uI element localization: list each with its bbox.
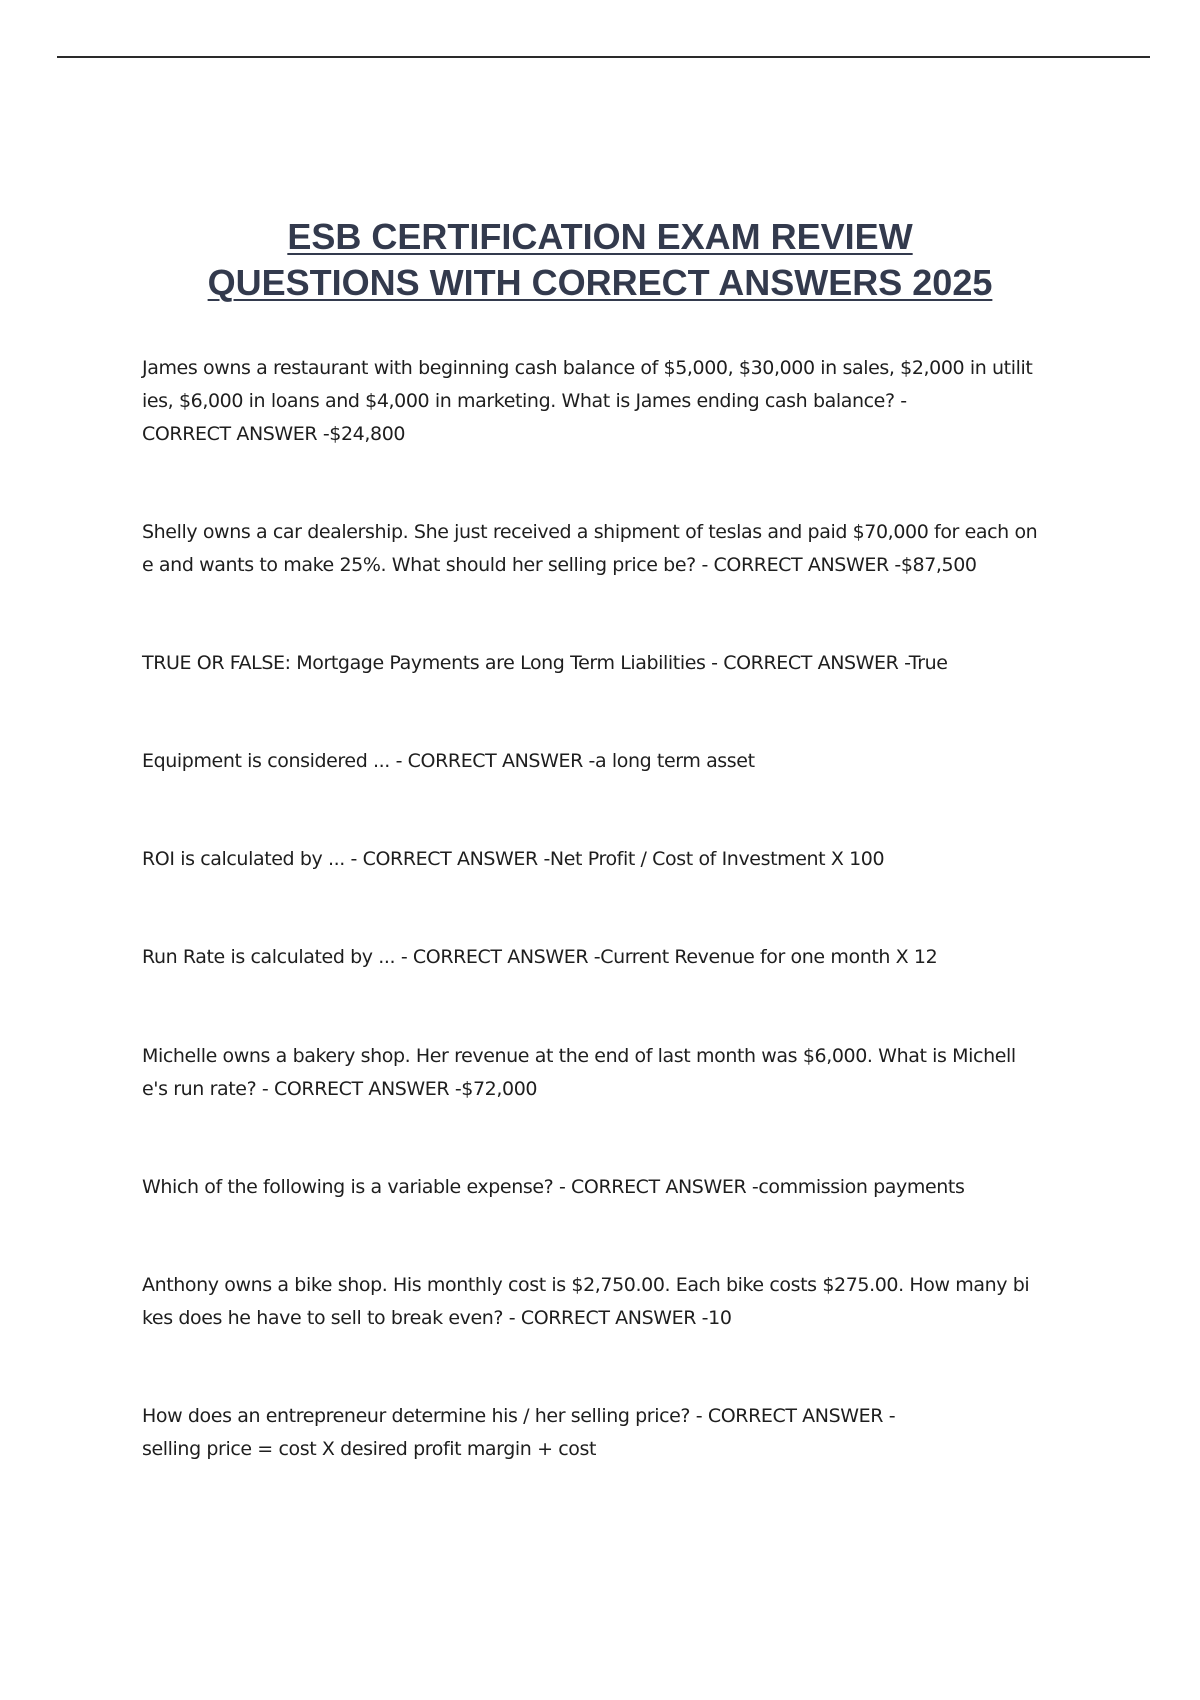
qa-line: Shelly owns a car dealership. She just received a shipment of teslas and paid $70,000 for each on [142,521,1038,543]
qa-line: Anthony owns a bike shop. His monthly cost is $2,750.00. Each bike costs $275.00. How many bi [142,1274,1030,1296]
qa-line: e's run rate? - CORRECT ANSWER -$72,000 [142,1078,538,1100]
qa-item-6 [142,941,1072,974]
qa-line: Michelle owns a bakery shop. Her revenue at the end of last month was $6,000. What is Michell [142,1045,1016,1067]
qa-item-4 [142,745,1072,778]
qa-line: How does an entrepreneur determine his / her selling price? - CORRECT ANSWER - [142,1405,896,1427]
qa-line: kes does he have to sell to break even? - CORRECT ANSWER -10 [142,1307,732,1329]
qa-line: ROI is calculated by ... - CORRECT ANSWER -Net Profit / Cost of Investment X 100 [142,848,885,870]
qa-item-5 [142,843,1072,876]
qa-line: ies, $6,000 in loans and $4,000 in marketing. What is James ending cash balance? - [142,390,907,412]
qa-item-10 [142,1400,1072,1466]
qa-item-9 [142,1269,1072,1335]
qa-item-1 [142,352,1072,451]
top-rule [57,56,1150,58]
qa-line: e and wants to make 25%. What should her selling price be? - CORRECT ANSWER -$87,500 [142,554,977,576]
qa-item-8 [142,1171,1072,1204]
qa-line: TRUE OR FALSE: Mortgage Payments are Long Term Liabilities - CORRECT ANSWER -True [142,652,948,674]
qa-line: Which of the following is a variable expense? - CORRECT ANSWER -commission payments [142,1176,965,1198]
qa-item-3 [142,647,1072,680]
qa-item-7 [142,1040,1072,1106]
qa-line: CORRECT ANSWER -$24,800 [142,423,406,445]
title-line-2: QUESTIONS WITH CORRECT ANSWERS 2025 [207,262,993,303]
qa-line: Equipment is considered ... - CORRECT ANSWER -a long term asset [142,750,755,772]
qa-item-2 [142,516,1072,582]
document-title [100,214,1100,306]
title-line-1: ESB CERTIFICATION EXAM REVIEW [287,216,913,257]
qa-line: James owns a restaurant with beginning cash balance of $5,000, $30,000 in sales, $2,000 in utilit [142,357,1033,379]
qa-line: selling price = cost X desired profit margin + cost [142,1438,597,1460]
qa-line: Run Rate is calculated by ... - CORRECT ANSWER -Current Revenue for one month X 12 [142,946,938,968]
